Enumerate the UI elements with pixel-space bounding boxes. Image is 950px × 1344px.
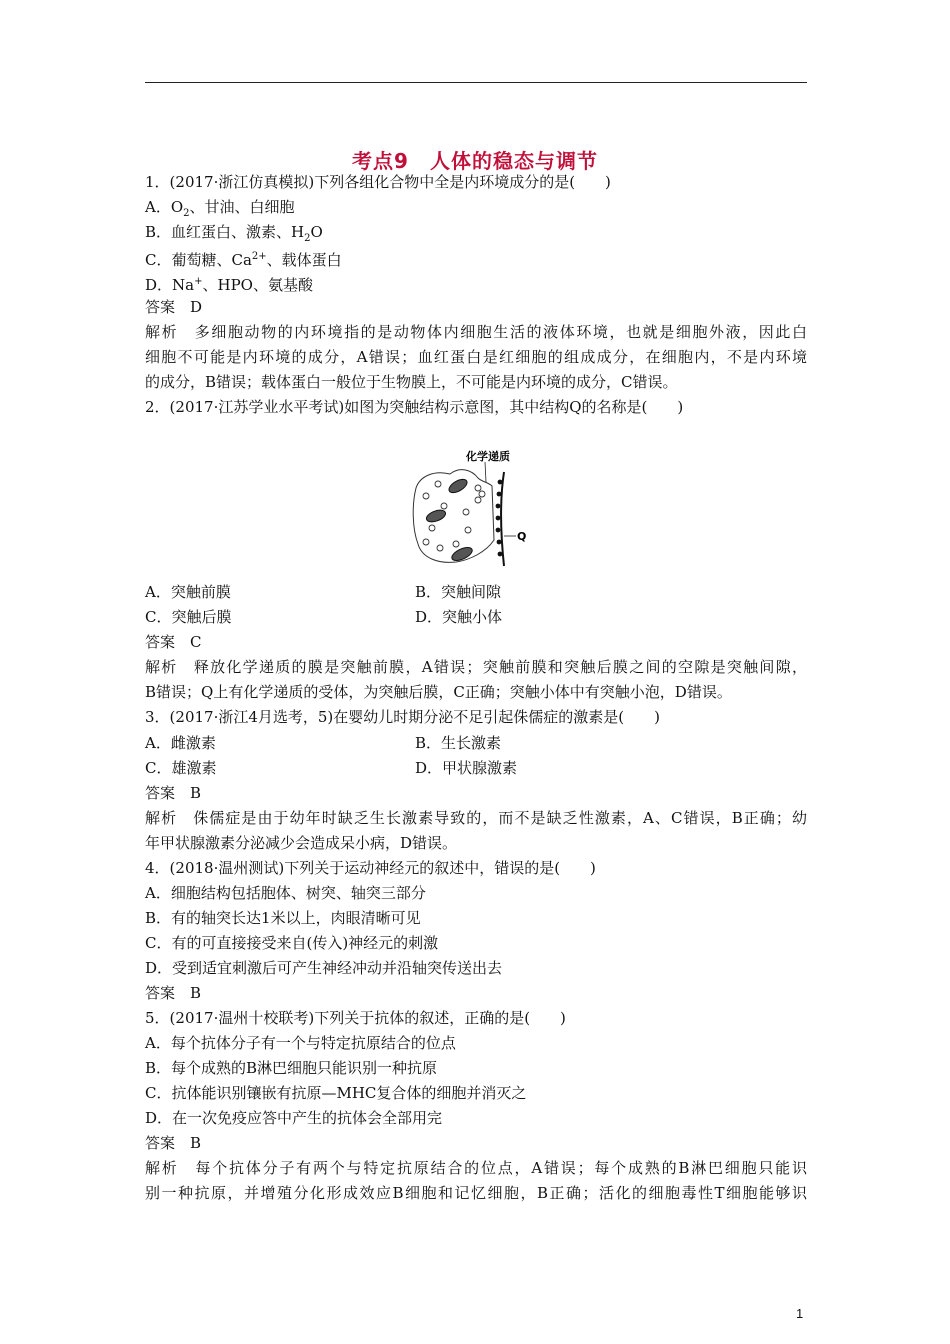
q4-stem: 4．(2018·温州测试)下列关于运动神经元的叙述中，错误的是( ) [145, 859, 596, 877]
q2-analysis-line: 解析 释放化学递质的膜是突触前膜，A错误；突触前膜和突触后膜之间的空隙是突触间隙， [145, 658, 807, 676]
q2-answer: 答案 C [145, 633, 202, 651]
q5-analysis-line: 解析 每个抗体分子有两个与特定抗原结合的位点，A错误；每个成熟的B淋巴细胞只能识 [145, 1159, 807, 1177]
q2-stem: 2．(2017·江苏学业水平考试)如图为突触结构示意图，其中结构Q的名称是( ) [145, 398, 684, 416]
q1-option-a: A．$O_2$、甘油、白细胞 [145, 198, 295, 219]
q5-answer: 答案 B [145, 1134, 202, 1152]
q1-analysis-line: 细胞不可能是内环境的成分，A错误；血红蛋白是红细胞的组成成分，在细胞内，不是内环境 [145, 348, 807, 366]
diagram-label-transmitter: 化学递质 [466, 450, 510, 463]
diagram-label-q: Q [517, 530, 527, 543]
q3-analysis-line: 年甲状腺激素分泌减少会造成呆小病，D错误。 [145, 834, 458, 852]
q1-option-c: C．葡萄糖、$Ca^{2+}$、载体蛋白 [145, 251, 342, 269]
q4-option-b: B．有的轴突长达1米以上，肉眼清晰可见 [145, 909, 421, 927]
q1-option-b: B．血红蛋白、激素、$H_2O$ [145, 223, 323, 244]
header-rule [145, 82, 807, 83]
q5-stem: 5．(2017·温州十校联考)下列关于抗体的叙述，正确的是( ) [145, 1009, 566, 1027]
q4-option-c: C．有的可直接接受来自(传入)神经元的刺激 [145, 934, 439, 952]
synapse-diagram [412, 448, 537, 573]
q5-option-a: A．每个抗体分子有一个与特定抗原结合的位点 [145, 1034, 456, 1052]
q2-option-d: D．突触小体 [415, 608, 503, 626]
q5-analysis-line: 别一种抗原，并增殖分化形成效应B细胞和记忆细胞，B正确；活化的细胞毒性T细胞能够识 [145, 1184, 807, 1202]
page-number: 1 [796, 1306, 804, 1321]
page-title: 考点9 人体的稳态与调节 [352, 149, 598, 173]
q2-analysis-line: B错误；Q上有化学递质的受体，为突触后膜，C正确；突触小体中有突触小泡，D错误。 [145, 683, 732, 701]
q1-analysis-line: 的成分，B错误；载体蛋白一般位于生物膜上，不可能是内环境的成分，C错误。 [145, 373, 678, 391]
q1-option-d: D．Na+、HPO、氨基酸 [145, 276, 313, 294]
q3-answer: 答案 B [145, 784, 202, 802]
q4-option-a: A．细胞结构包括胞体、树突、轴突三部分 [145, 884, 426, 902]
q3-option-a: A．雌激素 [145, 734, 216, 752]
q1-stem: 1．(2017·浙江仿真模拟)下列各组化合物中全是内环境成分的是( ) [145, 173, 611, 191]
q2-option-a: A．突触前膜 [145, 583, 231, 601]
q4-answer: 答案 B [145, 984, 202, 1002]
q4-option-d: D．受到适宜刺激后可产生神经冲动并沿轴突传送出去 [145, 959, 503, 977]
q1-analysis-line: 解析 多细胞动物的内环境指的是动物体内细胞生活的液体环境，也就是细胞外液，因此白 [145, 323, 807, 341]
q3-option-c: C．雄激素 [145, 759, 217, 777]
q2-option-c: C．突触后膜 [145, 608, 232, 626]
q3-option-b: B．生长激素 [415, 734, 502, 752]
q5-option-d: D．在一次免疫应答中产生的抗体会全部用完 [145, 1109, 443, 1127]
q1-answer: 答案 D [145, 298, 203, 316]
q3-analysis-line: 解析 侏儒症是由于幼年时缺乏生长激素导致的，而不是缺乏性激素，A、C错误，B正确；幼 [145, 809, 807, 827]
q5-option-c: C．抗体能识别镶嵌有抗原—MHC复合体的细胞并消灭之 [145, 1084, 527, 1102]
q3-stem: 3．(2017·浙江4月选考，5)在婴幼儿时期分泌不足引起侏儒症的激素是( ) [145, 708, 660, 726]
q2-option-b: B．突触间隙 [415, 583, 502, 601]
q5-option-b: B．每个成熟的B淋巴细胞只能识别一种抗原 [145, 1059, 438, 1077]
q3-option-d: D．甲状腺激素 [415, 759, 518, 777]
